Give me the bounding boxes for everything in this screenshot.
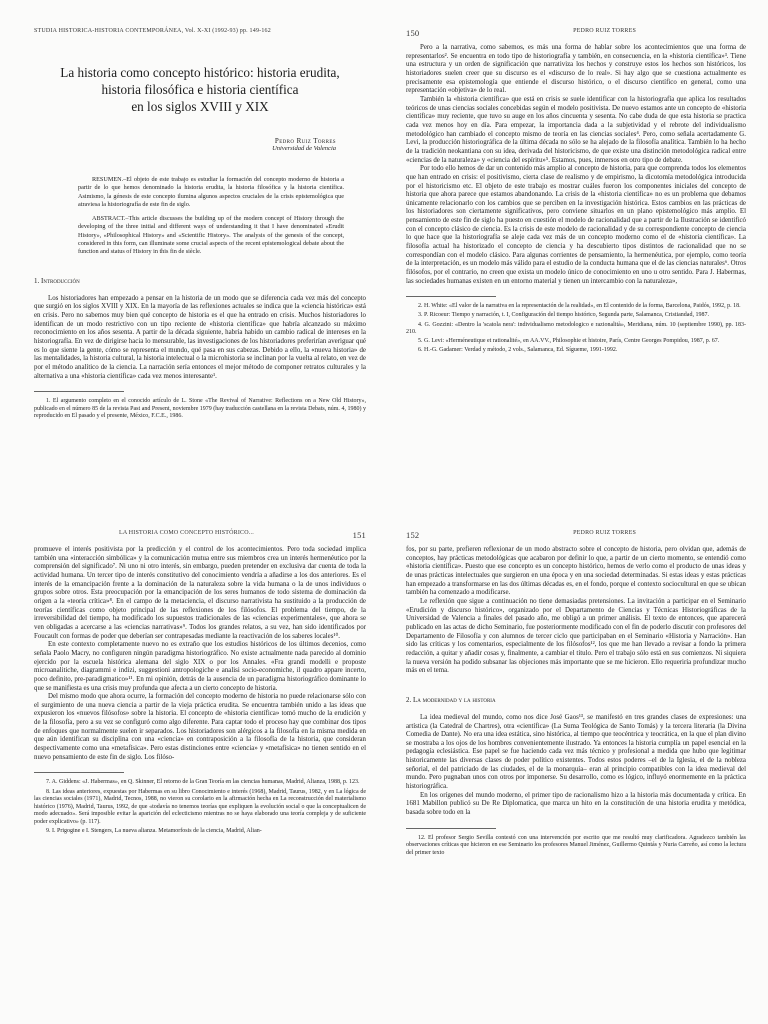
resumen-paragraph: RESUMEN.–El objeto de este trabajo es estudiar la formación del concepto moderno de historia a partir de lo que hemos denominado la historia erudita, la historia filosófica y la historia científica. Asimismo, la génesis de este concepto ilumina algunos aspectos cruciales de la crisis epistemológica que atraviesa la historiografía de este fin de siglo. <box>78 176 344 208</box>
body-paragraph: La idea medieval del mundo, como nos dice José Gaos¹³, se manifestó en tres grandes clases de expresiones: una artística (la Catedral de Chartres), otra «científica» (La Suma Teológica de Santo Tomás) y la tercera literaria (la Divina Comedia de Dante). No era una idea estática, sino histórica, al tiempo que teocéntrica y teocrática, en la que el plan divino se mostraba a los ojos de los hombres convenientemente ilustrado. Ya entonces la historia cumplía un papel esencial en la pedagogía eclesiástica. Ese papel se fue haciendo cada vez más técnico y profesional a medida que hubo que legitimar historicamente las diversas clases de poder político existentes. Todos estos poderes –el de la Iglesia, el de la nobleza señorial, el del patriciado de las ciudades, el de la monarquía– eran al principio compatibles con la idea medieval del mundo. Pero pugnaban unos con otros por imponerse. Su desarrollo, como es lógico, influyó enormemente en la práctica historiográfica. <box>406 713 746 791</box>
page-number: 150 <box>406 28 420 38</box>
title-line: en los siglos XVIII y XIX <box>131 99 269 114</box>
body-paragraph: promueve el interés positivista por la predicción y el control de los acontecimientos. Pero toda sociedad implica también una «interacción simbólica» y la comunicación mutua entre sus miembros crea un interés hermenéutico por la comprensión del significado⁷. Ni uno ni otro interés, sin embargo, pueden pretender en exclusiva dar cuenta de toda la actividad humana. Un tercer tipo de interés constitutivo del conocimiento vendría a añadirse a los dos anteriores. Es el interés de la emancipación frente a la dominación de la naturaleza sobre la vida humana o la de unos individuos o grupos sobre otros. Esta preocupación por la emancipación de los seres humanos de todo sistema de dominación da origen a la «teoría crítica»⁸. En el campo de la metaciencia, el discurso narrativista ha sustituido a la producción de teorías científicas como objeto principal de las reflexiones de los filósofos. El problema del tiempo, de la irreversibilidad del tiempo, ha modificado los supuestos tradicionales de las «ciencias experimentales», que ahora se ven obligadas a acercarse a las «ciencias narrativas»⁹. Todos los grandes relatos, a su vez, han sido identificados por Foucault con formas de poder que deberían ser contrapesadas mediante la reactivación de los saberes locales¹⁰. <box>34 546 366 640</box>
footnote: 9. I. Prigogine e I. Stengers, La nueva alianza. Metamorfosis de la ciencia, Madrid, Alian- <box>46 827 262 834</box>
page-152 <box>384 512 768 1024</box>
title-line: historia filosófica e historia científica <box>101 82 299 97</box>
section-heading: 1. Introducción <box>34 276 80 285</box>
body-paragraph: fos, por su parte, prefieren reflexionar de un modo abstracto sobre el concepto de historia, pero olvidan que, además de conceptos, hay prácticas metodológicas que acabaron por definir lo que, a partir de un cierto momento, se entendió como «historia científica». Puesto que ese concepto es un concepto histórico, hemos de verlo como el producto de unas ideas y de unas prácticas intelectuales que surgieron en una época y en una sociedad determinadas. Si estas ideas y estas prácticas han empezado a transformarse en las dos últimas décadas es, en el fondo, porque el contexto sociocultural en que se ubican también ha comenzado a modificarse. <box>406 546 746 597</box>
running-head <box>34 28 366 34</box>
footnote-rule <box>34 391 124 392</box>
footnote: 12. El profesor Sergio Sevilla contestó con una intervención por escrito que me resultó muy clarificadora. Agradezco también las observaciones críticas que hicieron en ese Seminario los profesores Manuel Jiménez, Guillermo Quintás y Nuria Carreño, así como la lectura del primer texto <box>406 834 746 856</box>
body-paragraph: En los orígenes del mundo moderno, el primer tipo de racionalismo hizo a la historia más documentada y crítica. En 1681 Mabillon publicó su De Re Diplomatica, que marca un hito en la constitución de una historia erudita y metódica, basada sobre todo en la <box>406 791 746 817</box>
footnote: 7. A. Giddens: «J. Habermas», en Q. Skinner, El retorno de la Gran Teoría en las ciencias humanas, Madrid, Alianza, 1988, p. 123. <box>46 779 360 786</box>
footnote: 2. H. White: «El valor de la narrativa en la representación de la realidad», en El contenido de la forma, Barcelona, Paidós, 1992, p. 18. <box>418 303 741 310</box>
footnote: 6. H.-G. Gadamer: Verdad y método, 2 vols., Salamanca, Ed. Sígueme, 1991-1992. <box>418 347 618 354</box>
article-title <box>40 64 360 115</box>
journal-header: STUDIA HISTORICA-HISTORIA CONTEMPORÁNEA, Vol. X-XI (1992-93) pp. 149-162 <box>34 28 271 34</box>
body-paragraph: También la «historia científica» que está en crisis se suele identificar con la historiografía que aplica los resultados teóricos de unas ciencias sociales concebidas según el modelo positivista. De nuevo estamos ante un concepto de «historia científica» muy reciente, que tuvo su auge en los años cincuenta y sesenta. No cabe duda de que esta historia se practica cada vez menos hoy en día. Para empezar, la importancia dada a la subjetividad y el rebrote del individualismo metodológico han cambiado el concepto mismo de teoría en las ciencias sociales⁴. Pero, como señala acertadamente G. Levi, la producción historiográfica de la última década no sólo se ha alejado de la filosofía analítica. También lo ha hecho de la tradición neokantiana con su idea, derivada del historicismo, de que existe una distinción metodológica radical entre «ciencias de la naturaleza» y «ciencia del espíritu»⁵. Estamos, pues, inmersos en otro tipo de debate. <box>406 95 746 164</box>
abstract-paragraph: ABSTRACT.–This article discusses the building up of the modern concept of History through the developing of the three initial and different ways of understanding it that I have denominated «Erudit History», «Philosophical History» and «Scientific History». The analysis of the genesis of the concept, considered in this form, can illuminate some crucial aspects of the recent epistemological debate about the function and status of History in this fin de siècle. <box>78 215 344 256</box>
body-paragraph: Pero a la narrativa, como sabemos, es más una forma de hablar sobre los acontecimientos que una forma de representarlos². Se encuentra en todo tipo de historiografía y también, en consecuencia, en la «historia científica»³. Tiene una estructura y un orden de significación que narrativiza los hechos y construye estos los hechos son históricos, los historiadores suelen creer que su discurso es el «discurso de lo real». Si hay algo que se cuestiona actualmente es precisamente esa epistemología que entiende el discurso histórico, o el discurso científico en general, como una representación «objetiva» de lo real. <box>406 44 746 95</box>
section-heading: 2. La modernidad y la historia <box>406 695 496 704</box>
footnote: 1. El argumento completo en el conocido artículo de L. Stone «The Revival of Narrative: Reflections on a New Old History», publicado en el número 85 de la revista Past and Present, noviembre 1979 (hay traducción castellana en la revista Debats, núm. 4, 1980) y reproducido en El pasado y el presente, México, F.C.E., 1986. <box>34 398 366 420</box>
body-paragraph: Del mismo modo que ahora ocurre, la formación del concepto moderno de historia no puede relacionarse sólo con el surgimiento de una nueva ciencia a partir de la vieja práctica erudita. Se encuentra también unido a las ideas que expusieron los «nuevos filósofos» sobre la historia. El concepto de «historia científica» tomó mucho de la erudición y de la filosofía, pero a su vez se configuró como algo diferente. Para captar todo el proceso hay que combinar dos tipos de enfoques que normalmente suelen ir separados. Los historiadores son alérgicos a la filosofía en la misma medida en que aún identifican su disciplina con una «ciencia» en contraposición a la filosofía de la historia, que consideran despectivamente como una «metafísica». Pero estas distinciones entre «ciencia» y «metafísica» no tienen sentido en el nuevo pensamiento de este fin de siglo. Los filóso- <box>34 693 366 761</box>
body-paragraph: Le reflexión que sigue a continuación no tiene demasiadas pretensiones. La invitación a participar en el Seminario «Erudición y discurso histórico», organizado por el Departamento de Ciencias y Técnicas Historiográficas de la Universidad de Valencia a finales del pasado año, me obligó a un primer análisis. El texto de entonces, que aparecerá publicado en las actas de dicho Seminario, fue posteriormente modificado con el fin de poderlo discutir con profesores del Departamento de Filosofía y con alumnos de tercer ciclo que participaban en el Seminario «Historia y Narración». Han sido las críticas y los comentarios, especialmente de los filósofos¹², los que me han llevado a revisar a fondo la primera redacción, a quitar y añadir cosas y, finalmente, a cambiar el título. Pero el trabajo sólo está en sus comienzos. Ni siquiera la nueva versión ha podido subsanar las objeciones más importante que se me hicieron. Ello requeriría profundizar mucho más en el tema. <box>406 597 746 675</box>
footnote: 4. G. Gozzini: «Dentro la 'scatola nera': individualismo metodologico e razionalità», Meridiana, núm. 10 (septiembre 1990), pp. 183-210. <box>406 321 746 336</box>
page-150 <box>384 0 768 512</box>
author-header: PEDRO RUIZ TORRES <box>573 28 636 34</box>
footnote-rule <box>406 828 496 829</box>
page-number: 151 <box>352 530 366 540</box>
title-line: La historia como concepto histórico: historia erudita, <box>60 65 340 80</box>
author-affiliation: Universidad de Valencia <box>272 145 336 152</box>
page-151 <box>0 512 384 1024</box>
running-head <box>406 530 746 540</box>
body-paragraph: En este contexto completamente nuevo no es extraño que los estudios históricos de los últimos decenios, como señala Paolo Macry, no configuren ningún paradigma historiográfico. No existe actualmente nada parecido al dominio ejercido por la escuela histórica alemana del siglo XIX o por los Annales. «Fra grandi modelli e proposte microanalitiche, diagrammi e indizi, suggestioni antropologiche e analisi socio-economiche, il quadro appare incerto, poco definito, pre-paradigmatico»¹¹. En mi opinión, detrás de la ausencia de un paradigma historiográfico dominante lo que se manifiesta es una crisis muy profunda que afecta a un cierto concepto de historia. <box>34 641 366 692</box>
author-name: Pedro Ruiz Torres <box>274 137 336 145</box>
body-paragraph: Los historiadores han empezado a pensar en la historia de un modo que se diferencia cada vez más del concepto que surgió en los siglos XVIII y XIX. En la mayoría de las reflexiones actuales se indica que la «ciencia histórica» está en crisis. Pero no sabemos muy bien qué concepto de historia es el que ha entrado en crisis. Muchos historiadores lo identifican de un modo restrictivo con un tipo reciente de «historia científica» que habría alcanzado su máximo reconocimiento en los años sesenta. A partir de la década siguiente, habría habido un cambio radical de intereses en la historiografía. En vez de dirigirse hacia lo mensurable, las investigaciones de los historiadores preferirían averiguar qué es lo que siente la gente, cómo se representa el mundo, qué pasa en sus cabezas. Debido a ello, la «nueva historia» de las mentalidades, la historia cultural, la historia intelectual o la microhistoria se inclinan por la vuelta al relato, en vez de por el método analítico de la ciencia. La narración sería entonces el mejor método de componer retratos culturales y la alternativa a una «historia científica» cada vez menos interesante¹. <box>34 294 366 380</box>
footnote: 8. Las ideas anteriores, expuestas por Habermas en su libro Conocimiento e interés (1968), Madrid, Taurus, 1982, y en La lógica de las ciencias sociales (1971), Madrid, Tecnos, 1988, no vieron su corolario en la afirmación hecha en La reconstrucción del materialismo histórico (1976), Madrid, Taurus, 1992, de que «todavía no tenemos teorías que expliquen la evolución social o que la conceptualicen de modo adecuado». Será imposible evitar la aparición del eclecticismo mientras no se haya elaborado una teoría compleja y de suficiente poder explicativo» (p. 117). <box>34 788 366 825</box>
footnote-rule <box>34 772 124 773</box>
page-number: 152 <box>406 530 420 540</box>
author-header: PEDRO RUIZ TORRES <box>573 530 636 536</box>
footnote: 3. P. Ricoeur: Tiempo y narración, t. I, Configuración del tiempo histórico, Segunda parte, Salamanca, Cristiandad, 1987. <box>418 312 709 319</box>
running-head <box>34 530 366 540</box>
page-149 <box>0 0 384 512</box>
body-paragraph: Por todo ello hemos de dar un contenido más amplio al concepto de historia, para que comprenda todos los elementos que han entrado en crisis: el positivismo, cierta clase de realismo y de empirismo, la dicotomía metodológica introducida por el historicismo etc. El objeto de este trabajo es mostrar cuáles fueron los componentes iniciales del concepto de historia que ahora parece que estamos abandonando. La crisis de la «historia científica» no es un problema que debamos únicamente relacionarlo con los cambios que se perciben en la investigación histórica. Estos cambios en las prácticas de los historiadores son ciertamente significativos, pero conviene situarlos en un plano epistemológico más amplio. El pensamiento de este fin de siglo ha puesto en cuestión el modelo de racionalidad que a partir de la Ilustración se identificó con el concepto clásico de ciencia. Es la crisis de este modelo de racionalidad y de su correspondiente concepto de ciencia lo que hace que la historiografía se aleje cada vez más de un concepto moderno como el de «historia científica». La filosofía actual ha historizado el concepto de ciencia y ha descubierto tipos distintos de racionalidad que no se correspondían con el modelo clásico. Para algunas corrientes de pensamiento, la hermenéutica, por ejemplo, como teoría de la interpretación, es un modelo más válido para el estudio de la conducta humana que el de las ciencias naturales⁶. Otros filósofos, por el contrario, no creen que exista un modelo único de conocimiento en uno u otro sentido. Para J. Habermas, las sociedades humanas existen en un entorno material y tienen un intercambio con la naturaleza», <box>406 165 746 285</box>
running-head <box>406 28 746 38</box>
title-header: LA HISTORIA COMO CONCEPTO HISTÓRICO... <box>119 530 254 536</box>
footnote-rule <box>406 296 496 297</box>
footnote: 5. G. Levi: «Herméneutique et rationalité», en AA.VV., Philosophie et histoire, París, Centre Georges Pompidou, 1987, p. 67. <box>418 338 720 345</box>
